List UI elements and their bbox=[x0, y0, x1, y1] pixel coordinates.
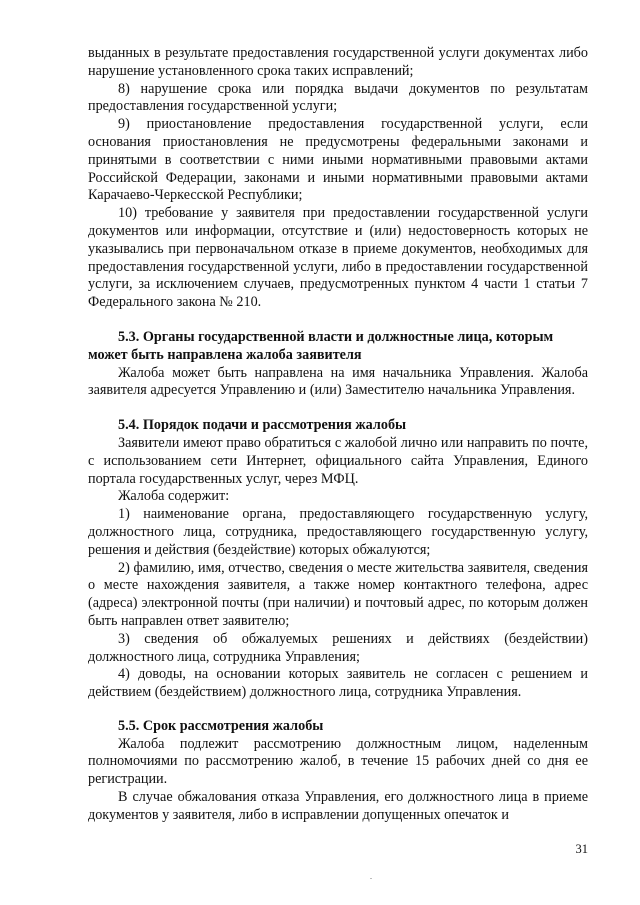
document-body bbox=[88, 45, 588, 825]
list-item: 4) доводы, на основании которых заявитель не согласен с решением и действием (бездействием) должностного лица, сотрудника Управления. bbox=[88, 666, 588, 701]
paragraph: Заявители имеют право обратиться с жалобой лично или направить по почте, с использованием сети Интернет, официального сайта Управления, Единого портала государственных услуг, через МФЦ. bbox=[88, 434, 588, 487]
paragraph: Жалоба может быть направлена на имя начальника Управления. Жалоба заявителя адресуется Управлению и (или) Заместителю начальника Управления. bbox=[88, 364, 588, 399]
section-heading-5-4: 5.4. Порядок подачи и рассмотрения жалобы bbox=[118, 417, 407, 434]
list-item: 9) приостановление предоставления государственной услуги, если основания приостановления не предусмотрены федеральными законами и принятыми в соответствии с ними иными нормативными правовыми актами Российской Федерации, законами и иными нормативными правовыми актами Карачаево-Черкесской Республики; bbox=[88, 116, 588, 204]
scan-artifact bbox=[370, 878, 372, 879]
list-item: 1) наименование органа, предоставляющего государственную услугу, должностного лица, сотрудника, предоставляющего государственную услугу, решения и действия (бездействие) которых обжалуются; bbox=[88, 506, 588, 558]
paragraph: Жалоба содержит: bbox=[118, 488, 230, 505]
page-number: 31 bbox=[575, 842, 588, 856]
section-heading-5-5: 5.5. Срок рассмотрения жалобы bbox=[118, 717, 324, 734]
list-item: 8) нарушение срока или порядка выдачи документов по результатам предоставления государственной услуги; bbox=[88, 80, 588, 115]
list-item: 10) требование у заявителя при предоставлении государственной услуги документов или информации, отсутствие и (или) недостоверность которых не указывались при первоначальном отказе в приеме документов, необходимых для предоставления государственной услуги, либо в предоставлении государственной услуги, за исключением случаев, предусмотренных пунктом 4 части 1 статьи 7 Федерального закона № 210. bbox=[88, 205, 588, 311]
paragraph: В случае обжалования отказа Управления, его должностного лица в приеме документов у заявителя, либо в исправлении допущенных опечаток и bbox=[88, 789, 588, 823]
list-item: 2) фамилию, имя, отчество, сведения о месте жительства заявителя, сведения о месте нахождения заявителя, а также номер контактного телефона, адрес (адреса) электронной почты (при наличии) и почтовый адрес, по которым должен быть направлен ответ заявителю; bbox=[88, 559, 588, 629]
list-item: 3) сведения об обжалуемых решениях и действиях (бездействии) должностного лица, сотрудника Управления; bbox=[88, 630, 588, 665]
paragraph: выданных в результате предоставления государственной услуги документах либо нарушение установленного срока таких исправлений; bbox=[88, 45, 588, 79]
paragraph: Жалоба подлежит рассмотрению должностным лицом, наделенным полномочиями по рассмотрению жалоб, в течение 15 рабочих дней со дня ее регистрации. bbox=[88, 735, 588, 788]
section-heading-5-3: 5.3. Органы государственной власти и должностные лица, которым может быть направлена жалоба заявителя bbox=[88, 328, 554, 363]
